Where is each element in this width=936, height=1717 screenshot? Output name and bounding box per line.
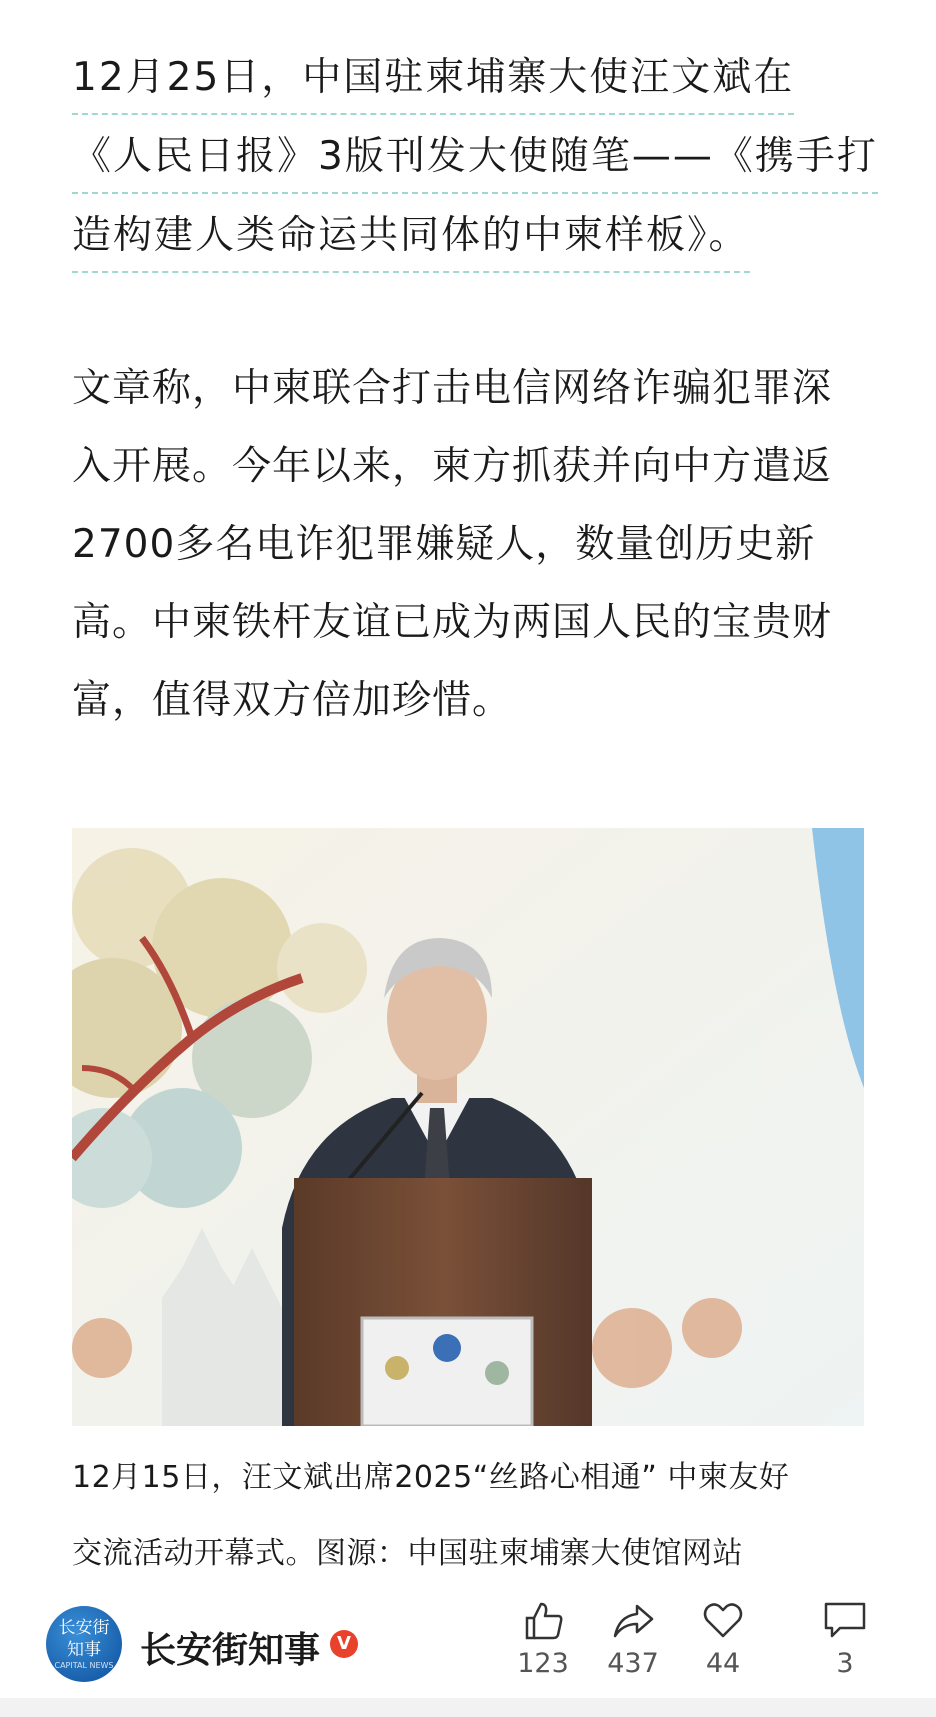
avatar-text: 知事 [67,1640,101,1660]
author-action-bar [0,1588,936,1698]
text-line: 入开展。今年以来，柬方抓获并向中方遣返 [72,444,833,489]
heart-icon [701,1598,745,1642]
avatar-text: CAPITAL NEWS [54,1661,114,1670]
share-button[interactable] [588,1598,678,1679]
comment-count: 3 [836,1648,854,1679]
like-count: 123 [517,1648,569,1679]
avatar-text: 长安街 [58,1618,110,1638]
bottom-divider [0,1698,936,1717]
author-avatar[interactable] [46,1606,122,1682]
caption-line: 12月15日，汪文斌出席2025“丝路心相通” 中柬友好 [72,1460,790,1495]
photo-illustration [72,828,864,1426]
like-button[interactable] [498,1598,588,1679]
linked-text-line[interactable]: 《人民日报》3版刊发大使随笔——《携手打 [72,124,878,194]
text-line: 2700多名电诈犯罪嫌疑人，数量创历史新 [72,522,816,567]
share-count: 437 [607,1648,659,1679]
favorite-button[interactable] [678,1598,768,1679]
photo-caption [72,1440,872,1592]
text-line: 富，值得双方倍加珍惜。 [72,678,513,723]
comment-button[interactable] [800,1598,890,1679]
comment-bubble-icon [822,1598,868,1642]
text-line: 文章称，中柬联合打击电信网络诈骗犯罪深 [72,366,833,411]
verified-badge-icon: V [330,1630,358,1658]
author-name[interactable]: 长安街知事 [140,1630,321,1671]
linked-text-line[interactable]: 造构建人类命运共同体的中柬样板》。 [72,203,750,273]
thumbs-up-icon [521,1598,565,1642]
text-line: 高。中柬铁杆友谊已成为两国人民的宝贵财 [72,600,833,645]
article-paragraph-1 [72,38,878,275]
share-arrow-icon [611,1598,655,1642]
caption-line: 交流活动开幕式。图源：中国驻柬埔寨大使馆网站 [72,1536,743,1571]
article-paragraph-2 [72,350,868,740]
article-photo[interactable] [72,828,864,1426]
favorite-count: 44 [705,1648,741,1679]
linked-text-line[interactable]: 12月25日，中国驻柬埔寨大使汪文斌在 [72,45,794,115]
